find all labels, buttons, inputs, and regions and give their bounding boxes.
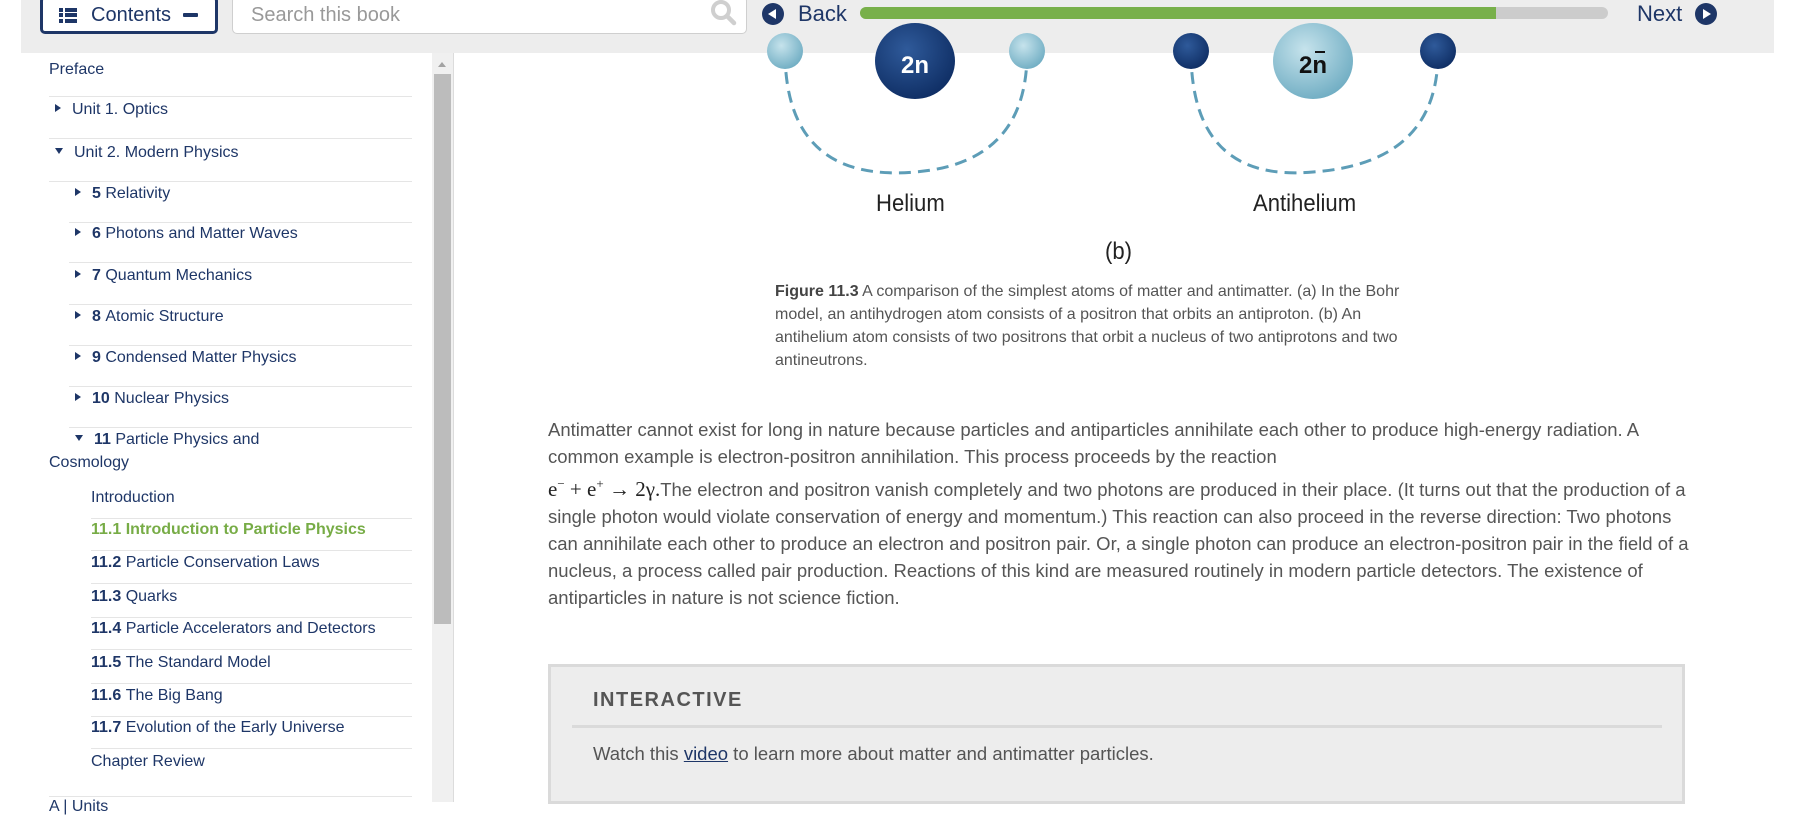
toc-item-number: 11.3 xyxy=(91,588,126,605)
divider xyxy=(572,725,1662,728)
toc-item-label: Preface xyxy=(49,61,105,78)
search-input[interactable] xyxy=(233,0,673,33)
circle-arrow-right-icon xyxy=(1695,3,1717,25)
toc-item[interactable] xyxy=(49,798,412,828)
toc-item-label: Evolution of the Early Universe xyxy=(125,719,345,736)
toc-item-label: Nuclear Physics xyxy=(114,390,229,407)
toc-item-label: Quantum Mechanics xyxy=(105,267,253,284)
back-label: Back xyxy=(798,1,847,26)
back-button[interactable] xyxy=(762,1,847,27)
caret-down-icon xyxy=(75,435,83,441)
toc-item-label: The Big Bang xyxy=(125,687,223,704)
main-content xyxy=(456,53,1795,802)
toc-item[interactable] xyxy=(49,489,412,519)
figure-11-3-atoms xyxy=(456,52,1795,265)
toc-item-label: Chapter Review xyxy=(91,753,205,770)
toc-item[interactable] xyxy=(49,185,412,223)
toc-item-number: 8 xyxy=(92,308,106,325)
caret-right-icon xyxy=(75,270,81,278)
toc-item-number: 11.1 xyxy=(91,521,126,538)
progress-fill xyxy=(860,7,1496,19)
toc-item[interactable] xyxy=(49,61,412,97)
figure-caption xyxy=(775,280,1435,372)
caret-right-icon xyxy=(75,352,81,360)
next-label: Next xyxy=(1637,1,1683,26)
toc-item-label-cont: Cosmology xyxy=(49,454,130,471)
toc-item-label: Particle Accelerators and Detectors xyxy=(125,620,376,637)
panel-b-label: (b) xyxy=(1105,238,1132,265)
toc-item-label: Particle Conservation Laws xyxy=(125,554,320,571)
toc-item-number: 11.5 xyxy=(91,654,126,671)
toc-item[interactable] xyxy=(49,431,412,487)
toc-item-label: Photons and Matter Waves xyxy=(105,225,298,242)
interactive-title: INTERACTIVE xyxy=(593,689,743,711)
toc-item[interactable] xyxy=(49,225,412,263)
paragraph-rest: The electron and positron vanish completely and two photons are produced in their place. (It turns out that the production of a single photon would violate conservation of energy and momentum.) This reaction can also proceed in the reverse direction: Two photons can annihilate each other to produce an electron and positron pair. Or, a single photon can produce an electron-positron pair in the field of a nucleus, a process called pair production. Reactions of this kind are measured routinely in modern particle detectors. The existence of antiparticles in nature is not science fiction. xyxy=(548,479,1689,608)
atom-diagram xyxy=(456,53,1795,253)
antihelium-label: Antihelium xyxy=(1253,190,1357,217)
annihilation-equation: e− + e+ → 2γ. xyxy=(548,476,661,501)
minus-icon xyxy=(183,13,198,17)
reading-progress-bar xyxy=(860,7,1608,19)
toc-item[interactable] xyxy=(49,349,412,387)
toc-item[interactable] xyxy=(49,101,412,139)
toc-item[interactable] xyxy=(49,654,412,684)
toc-item[interactable] xyxy=(49,308,412,346)
toc-item-number: 9 xyxy=(92,349,106,366)
caret-right-icon xyxy=(75,311,81,319)
caption-text: A comparison of the simplest atoms of matter and antimatter. (a) In the Bohr model, an antihydrogen atom consists of a positron that orbits an antiproton. (b) An antihelium atom consists of two positrons that orbit a nucleus of two antiprotons and two antineutrons. xyxy=(775,283,1400,369)
caret-down-icon xyxy=(55,148,63,154)
toc-item-label: Particle Physics and xyxy=(115,431,260,448)
toc-item[interactable] xyxy=(49,719,412,749)
next-button[interactable] xyxy=(1637,1,1717,27)
toc-item-number: 6 xyxy=(92,225,106,242)
caret-right-icon xyxy=(75,188,81,196)
contents-label: Contents xyxy=(91,3,172,26)
caret-right-icon xyxy=(75,228,81,236)
toc-item[interactable] xyxy=(49,144,412,182)
caret-right-icon xyxy=(75,393,81,401)
caret-right-icon xyxy=(55,104,61,112)
scrollbar-thumb[interactable] xyxy=(434,74,451,624)
toc-item-label: The Standard Model xyxy=(125,654,271,671)
table-of-contents xyxy=(21,53,454,815)
toc-item-label: Quarks xyxy=(125,588,178,605)
toc-item-number: 11 xyxy=(94,431,116,448)
toc-item-label: Relativity xyxy=(105,185,171,202)
toc-item-number: 5 xyxy=(92,185,106,202)
toc-item-number: 7 xyxy=(92,267,106,284)
toc-item-number: 11.2 xyxy=(91,554,126,571)
toc-item-label: Unit 2. Modern Physics xyxy=(74,144,239,161)
helium-nucleus-label: 2n xyxy=(900,52,930,79)
figure-number: Figure 11.3 xyxy=(775,283,859,300)
paragraph-intro: Antimatter cannot exist for long in nature because particles and antiparticles annihilate each other to produce high-energy radiation. A common example is electron-positron annihilation. This process proceeds by the reaction xyxy=(548,419,1639,467)
toc-item-label: Condensed Matter Physics xyxy=(105,349,297,366)
list-icon xyxy=(59,8,77,23)
toc-item-label: Atomic Structure xyxy=(105,308,224,325)
toc-item-label: Unit 1. Optics xyxy=(72,101,169,118)
search-box xyxy=(232,0,747,34)
toc-item-label: Introduction to Particle Physics xyxy=(125,521,366,538)
toc-item-number: 11.6 xyxy=(91,687,126,704)
scroll-up-arrow-icon[interactable] xyxy=(438,62,446,67)
interactive-callout xyxy=(548,664,1685,804)
toc-item[interactable] xyxy=(49,521,412,551)
toc-scrollbar[interactable] xyxy=(432,53,453,802)
video-link[interactable]: video xyxy=(683,743,729,764)
toc-item-label: Introduction xyxy=(91,489,175,506)
toc-item[interactable] xyxy=(49,687,412,717)
toc-item-number: 11.4 xyxy=(91,620,126,637)
search-icon[interactable] xyxy=(710,0,736,25)
toc-item[interactable] xyxy=(49,753,412,783)
body-paragraph xyxy=(548,416,1693,611)
helium-label: Helium xyxy=(876,190,945,217)
circle-arrow-left-icon xyxy=(762,3,784,25)
toc-item[interactable] xyxy=(49,390,412,428)
interactive-body: Watch this video to learn more about matter and antimatter particles. xyxy=(593,743,1154,764)
contents-toggle-button[interactable] xyxy=(40,0,218,34)
toc-item-label: A | Units xyxy=(49,798,109,815)
toc-item[interactable] xyxy=(49,267,412,305)
toc-item[interactable] xyxy=(49,620,412,650)
antihelium-nucleus-label: 2n xyxy=(1298,52,1328,79)
toc-item-number: 11.7 xyxy=(91,719,126,736)
toc-item[interactable] xyxy=(49,554,412,584)
toc-item[interactable] xyxy=(49,588,412,618)
toc-item-number: 10 xyxy=(92,390,115,407)
